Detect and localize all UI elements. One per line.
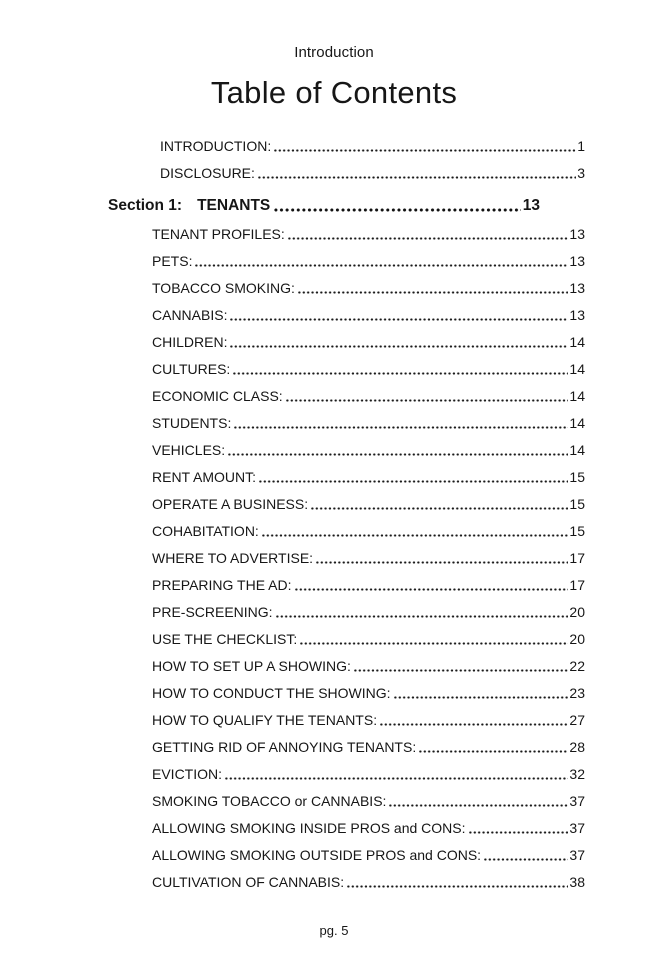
toc-entry bbox=[152, 458, 585, 485]
toc-entry bbox=[152, 620, 585, 647]
toc-entry-label: USE THE CHECKLIST: bbox=[152, 630, 298, 647]
toc-entry-label: OPERATE A BUSINESS: bbox=[152, 495, 309, 512]
dotted-leader bbox=[469, 830, 569, 834]
dotted-leader bbox=[311, 506, 568, 510]
toc-entry-page-number: 14 bbox=[569, 441, 585, 458]
toc-entry-page-number: 32 bbox=[569, 765, 585, 782]
toc-section-title: TENANTS bbox=[197, 197, 271, 215]
toc-entry-label: EVICTION: bbox=[152, 765, 223, 782]
toc-entry bbox=[152, 269, 585, 296]
toc-entry bbox=[152, 593, 585, 620]
toc-entry-page-number: 3 bbox=[577, 164, 585, 181]
toc-entry-label: VEHICLES: bbox=[152, 441, 226, 458]
page-footer: pg. 5 bbox=[319, 923, 349, 938]
toc-entry-label: DISCLOSURE: bbox=[160, 164, 255, 181]
toc-entry-label: ALLOWING SMOKING OUTSIDE PROS and CONS: bbox=[152, 846, 482, 863]
toc-entry bbox=[160, 154, 585, 181]
toc-entry-label: WHERE TO ADVERTISE: bbox=[152, 549, 314, 566]
toc-entry bbox=[152, 404, 585, 431]
toc-entry-page-number: 14 bbox=[569, 387, 585, 404]
toc-entry-page-number: 13 bbox=[569, 306, 585, 323]
toc-entry-label: TOBACCO SMOKING: bbox=[152, 279, 295, 296]
dotted-leader bbox=[354, 668, 569, 672]
toc-entry-label: PRE-SCREENING: bbox=[152, 603, 273, 620]
dotted-leader bbox=[286, 398, 569, 402]
toc-entry-page-number: 15 bbox=[569, 468, 585, 485]
toc-entry-page-number: 13 bbox=[569, 279, 585, 296]
dotted-leader bbox=[276, 614, 569, 618]
toc-entry-label: CULTURES: bbox=[152, 360, 231, 377]
toc-entry-label: SMOKING TOBACCO or CANNABIS: bbox=[152, 792, 387, 809]
dotted-leader bbox=[274, 148, 576, 152]
toc-entry-label: HOW TO QUALIFY THE TENANTS: bbox=[152, 711, 378, 728]
toc-entry-label: TENANT PROFILES: bbox=[152, 225, 285, 242]
dotted-leader bbox=[347, 884, 568, 888]
dotted-leader bbox=[225, 776, 568, 780]
dotted-leader bbox=[234, 425, 568, 429]
toc-entry-page-number: 38 bbox=[569, 873, 585, 890]
toc-entry-page-number: 14 bbox=[569, 360, 585, 377]
toc-entry-page-number: 15 bbox=[569, 495, 585, 512]
toc-entry bbox=[152, 485, 585, 512]
toc-entry-label: INTRODUCTION: bbox=[160, 137, 272, 154]
toc-entry-page-number: 13 bbox=[569, 225, 585, 242]
dotted-leader bbox=[274, 207, 520, 212]
toc-entry-page-number: 20 bbox=[569, 603, 585, 620]
toc-entry-label: STUDENTS: bbox=[152, 414, 232, 431]
toc-entry bbox=[160, 127, 585, 154]
dotted-leader bbox=[419, 749, 568, 753]
toc-entry bbox=[152, 863, 585, 890]
toc-entry-page-number: 27 bbox=[569, 711, 585, 728]
toc-entry-label: COHABITATION: bbox=[152, 522, 259, 539]
toc-section-prefix: Section 1: bbox=[108, 197, 183, 215]
running-header: Introduction bbox=[294, 44, 374, 61]
dotted-leader bbox=[394, 695, 569, 699]
dotted-leader bbox=[228, 452, 568, 456]
toc-entry-page-number: 17 bbox=[569, 549, 585, 566]
toc-entry bbox=[152, 701, 585, 728]
toc-entry bbox=[152, 647, 585, 674]
toc-entry-label: CANNABIS: bbox=[152, 306, 228, 323]
dotted-leader bbox=[484, 857, 568, 861]
toc-entry bbox=[152, 323, 585, 350]
dotted-leader bbox=[288, 236, 569, 240]
dotted-leader bbox=[295, 587, 569, 591]
toc-entry-label: HOW TO SET UP A SHOWING: bbox=[152, 657, 351, 674]
toc-entry bbox=[152, 296, 585, 323]
toc-entry-page-number: 20 bbox=[569, 630, 585, 647]
dotted-leader bbox=[258, 175, 576, 179]
dotted-leader bbox=[316, 560, 568, 564]
toc-entry-page-number: 22 bbox=[569, 657, 585, 674]
page-title: Table of Contents bbox=[210, 75, 458, 110]
dotted-leader bbox=[389, 803, 568, 807]
dotted-leader bbox=[259, 479, 568, 483]
toc-entry bbox=[152, 674, 585, 701]
toc-entry-label: RENT AMOUNT: bbox=[152, 468, 256, 485]
table-of-contents bbox=[0, 127, 668, 890]
dotted-leader bbox=[233, 371, 568, 375]
toc-entry-label: CHILDREN: bbox=[152, 333, 228, 350]
toc-entry bbox=[152, 350, 585, 377]
toc-section-heading bbox=[108, 181, 540, 215]
toc-entry-page-number: 14 bbox=[569, 414, 585, 431]
toc-entry-label: PREPARING THE AD: bbox=[152, 576, 292, 593]
toc-entry-page-number: 37 bbox=[569, 846, 585, 863]
toc-entry bbox=[152, 728, 585, 755]
toc-entry bbox=[152, 431, 585, 458]
toc-entry-page-number: 1 bbox=[577, 137, 585, 154]
toc-entry-page-number: 23 bbox=[569, 684, 585, 701]
toc-entry bbox=[152, 782, 585, 809]
toc-entry-label: HOW TO CONDUCT THE SHOWING: bbox=[152, 684, 391, 701]
toc-entry-page-number: 37 bbox=[569, 819, 585, 836]
toc-entry bbox=[152, 836, 585, 863]
toc-entry bbox=[152, 755, 585, 782]
toc-entry-page-number: 17 bbox=[569, 576, 585, 593]
dotted-leader bbox=[298, 290, 569, 294]
toc-entry bbox=[152, 512, 585, 539]
toc-entry bbox=[152, 539, 585, 566]
toc-entry-page-number: 28 bbox=[569, 738, 585, 755]
toc-entry-label: GETTING RID OF ANNOYING TENANTS: bbox=[152, 738, 417, 755]
toc-entry-page-number: 14 bbox=[569, 333, 585, 350]
toc-entry bbox=[152, 566, 585, 593]
toc-entry-label: CULTIVATION OF CANNABIS: bbox=[152, 873, 345, 890]
toc-entry bbox=[152, 377, 585, 404]
dotted-leader bbox=[380, 722, 568, 726]
toc-entry bbox=[152, 809, 585, 836]
toc-entry-label: ECONOMIC CLASS: bbox=[152, 387, 283, 404]
dotted-leader bbox=[230, 317, 568, 321]
toc-entry-page-number: 37 bbox=[569, 792, 585, 809]
dotted-leader bbox=[230, 344, 568, 348]
dotted-leader bbox=[300, 641, 568, 645]
toc-entry-page-number: 13 bbox=[569, 252, 585, 269]
toc-entry-label: PETS: bbox=[152, 252, 193, 269]
dotted-leader bbox=[262, 533, 569, 537]
toc-entry-label: ALLOWING SMOKING INSIDE PROS and CONS: bbox=[152, 819, 466, 836]
toc-entry bbox=[152, 215, 585, 242]
toc-entry-page-number: 13 bbox=[522, 197, 540, 215]
dotted-leader bbox=[195, 263, 568, 267]
toc-entry-page-number: 15 bbox=[569, 522, 585, 539]
toc-entry bbox=[152, 242, 585, 269]
